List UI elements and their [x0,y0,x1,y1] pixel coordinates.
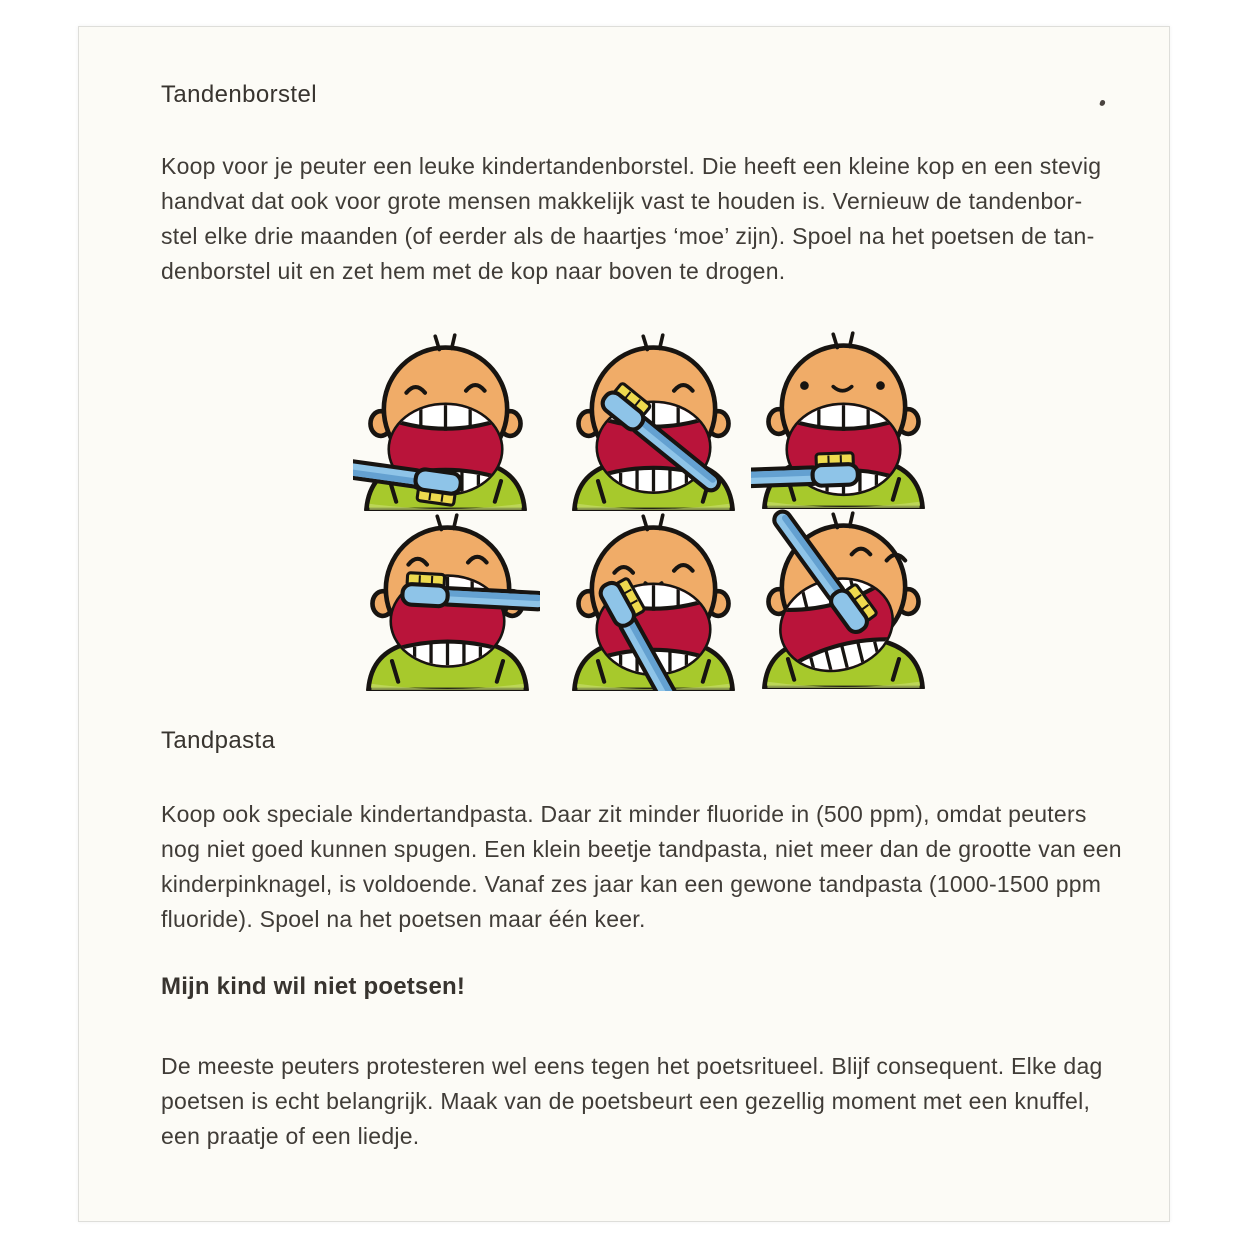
child-brushing-illustration-brushing-inside-lower-teeth [561,511,746,691]
child-brushing-illustration-brushing-front-upper-teeth [355,511,540,691]
text-line: Koop voor je peuter een leuke kindertandenborstel. Die heeft een kleine kop en een stevig [161,153,1102,179]
text-line: fluoride). Spoel na het poetsen maar één keer. [161,906,646,932]
text-line: een praatje of een liedje. [161,1123,420,1149]
book-page [78,26,1170,1222]
section-heading-niet-poetsen: Mijn kind wil niet poetsen! [161,973,466,1000]
child-brushing-illustration-brushing-lower-teeth-from-left [353,331,538,511]
text-line: nog niet goed kunnen spugen. Een klein beetje tandpasta, niet meer dan de grootte van een [161,836,1122,862]
paragraph-niet-poetsen [161,1049,1141,1154]
section-heading-tandpasta: Tandpasta [161,727,276,754]
child-brushing-illustration-brushing-front-lower-teeth [751,329,936,509]
illustration-grid [79,27,1169,1221]
section-heading-tandenborstel: Tandenborstel [161,81,317,108]
text-line: denborstel uit en zet hem met de kop naar boven te drogen. [161,258,786,284]
text-line: handvat dat ook voor grote mensen makkelijk vast te houden is. Vernieuw de tandenbor- [161,188,1083,214]
text-line: kinderpinknagel, is voldoende. Vanaf zes jaar kan een gewone tandpasta (1000-1500 ppm [161,871,1102,897]
text-line: poetsen is echt belangrijk. Maak van de poetsbeurt een gezellig moment met een knuffel, [161,1088,1091,1114]
child-brushing-illustration-brushing-inside-upper-teeth [751,509,936,689]
text-line: De meeste peuters protesteren wel eens tegen het poetsritueel. Blijf consequent. Elke dag [161,1053,1103,1079]
paragraph-tandpasta [161,797,1141,937]
child-brushing-illustration-brushing-upper-teeth-diagonal [561,331,746,511]
text-line: stel elke drie maanden (of eerder als de haartjes ‘moe’ zijn). Spoel na het poetsen de tan- [161,223,1095,249]
text-line: Koop ook speciale kindertandpasta. Daar zit minder fluoride in (500 ppm), omdat peuters [161,801,1087,827]
